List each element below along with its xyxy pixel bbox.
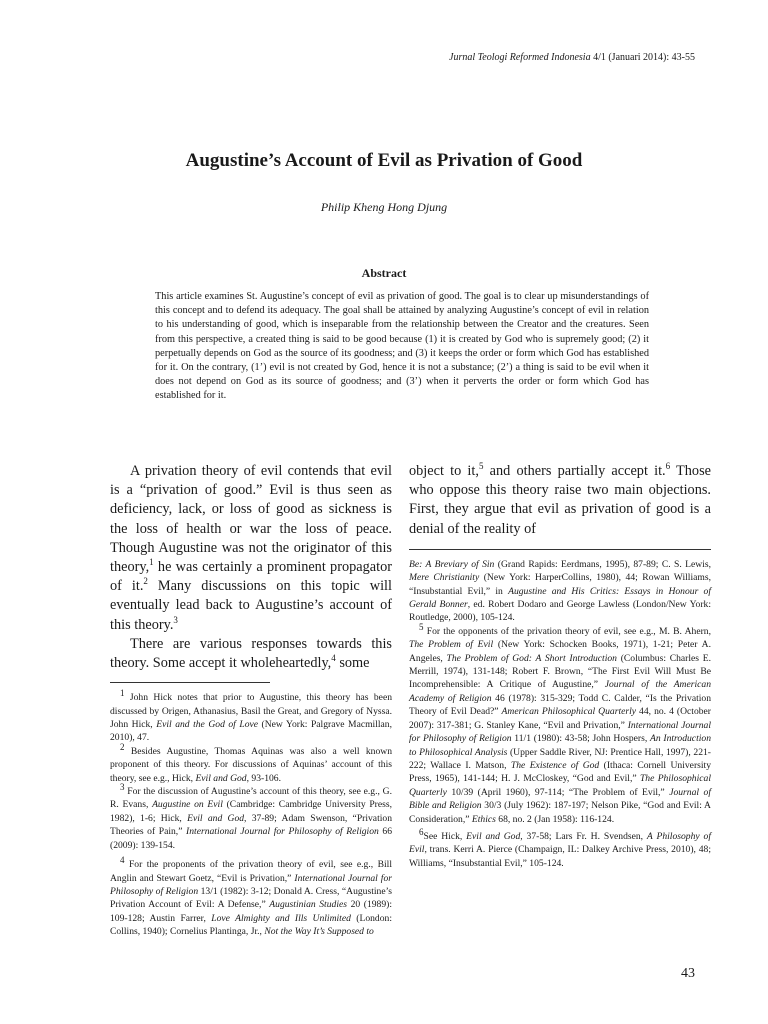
footnote-4-continued: Be: A Breviary of Sin (Grand Rapids: Eerdmans, 1995), 87-89; C. S. Lewis, Mere Christianity (New York: HarperCollins, 1980), 44; Rowan Williams, “Insubstantial Evil,” in Augustine and His Critics: Essays in Honour of Gerald Bonner, ed. Robert Dodaro and George Lawless (London/New York: Routledge, 2000), 105-124. [409, 558, 711, 624]
footnote-5: $^5$ For the opponents of the privation theory of evil, see e.g., M. B. Ahern, The Problem of Evil (New York: Schocken Books, 1971), 1-21; Peter A. Angeles, The Problem of God: A Short Introduction (Columbus: Charles E. Merrill, 1974), 131-148; Robert F. Brown, “The First Evil Will Must Be Incomprehensible: A Critique of Augustine,” Journal of the American Academy of Religion 46 (1978): 315-329; Todd C. Calder, “Is the Privation Theory of Evil Dead?” American Philosophical Quarterly 44, no. 4 (October 2007): 317-381; G. Stanley Kane, “Evil and Privation,” International Journal for Philosophy of Religion 11/1 (1980): 43-58; John Hospers, An Introduction to Philosophical Analysis (Upper Saddle River, NJ: Prentice Hall, 1997), 221-222; Wallace I. Matson, The Existence of God (Ithaca: Cornell University Press, 1965), 141-144; H. J. McCloskey, “God and Evil,” The Philosophical Quarterly 10/39 (April 1960), 97-114; “The Problem of Evil,” Journal of Bible and Religion 30/3 (July 1962): 187-197; Nelson Pike, “God and Evil: A Consideration,” Ethics 68, no. 2 (Jan 1958): 116-124. [409, 621, 712, 825]
footnote-1: $^1$ John Hick notes that prior to Augustine, this theory has been discussed by Origen, Athanasius, Basil the Great, and Gregory of Nyssa. John Hick, Evil and the God of Love (New York: Palgrave Macmillan, 2010), 47. [110, 688, 392, 744]
body-paragraph-1: A privation theory of evil contends that evil is a “privation of good.” Evil is thus seen as deficiency, lack, or loss of good as sickness is the loss of health or war the loss of peace. Though Augustine was not the originator of this theory,$^1$ he was certainly a prominent propagator of it.$^2$ Many discussions on this topic will eventually lead back to Augustine’s account of this theory.$^3$ [110, 463, 392, 633]
abstract-text: This article examines St. Augustine’s concept of evil as privation of good. The goal is to clear up misunderstandings of this concept and to defend its adequacy. The goal shall be attained by analyzing Augustine’s concept of evil in relation to his understanding of good, which is inseparable from the relationship between the Creator and the creatures. Seen from this perspective, a created thing is said to be good because (1) it is created by God who is supremely good; (2) it perpetually depends on God as the source of its goodness; and (3) it keeps the order or form which God has established for it. On the contrary, (1’) evil is not created by God, hence it is not a substance; (2’) a thing is said to be evil when it does not depend on God as its source of goodness; and (3’) when it perverts the order or form which God has established for it. [155, 291, 649, 402]
footnote-3: $^3$ For the discussion of Augustine’s account of this theory, see e.g., G. R. Evans, Augustine on Evil (Cambridge: Cambridge University Press, 1982), 1-6; Hick, Evil and God, 37-89; Adam Swenson, “Privation Theories of Pain,” International Journal for Philosophy of Religion 66 (2009): 139-154. [110, 781, 392, 851]
footnote-4: $^4$ For the proponents of the privation theory of evil, see e.g., Bill Anglin and Stewart Goetz, “Evil is Privation,” International Journal for Philosophy of Religion 13/1 (1982): 3-12; Donald A. Cress, “Augustine’s Privation Account of Evil: A Defense,” Augustinian Studies 20 (1989): 109-128; Austin Farrer, Love Almighty and Ills Unlimited (London: Collins, 1940); Cornelius Plantinga, Jr., Not the Way It’s Supposed to [110, 854, 393, 938]
abstract-heading: Abstract [361, 266, 407, 280]
footnote-6: $^6$See Hick, Evil and God, 37-58; Lars Fr. H. Svendsen, A Philosophy of Evil, trans. Kerri A. Pierce (Champaign, IL: Dalkey Archive Press, 2010), 48; Williams, “Insubstantial Evil,” 105-124. [409, 826, 711, 869]
footnote-ref-5[interactable]: 5 [478, 461, 484, 472]
footnote-ref-2[interactable]: 2 [143, 576, 148, 587]
journal-name: Jurnal Teologi Reformed Indonesia [449, 52, 591, 63]
footnote-divider-right [409, 549, 711, 550]
body-paragraph-3: object to it,$^5$ and others partially accept it.$^6$ Those who oppose this theory raise two main objections. First, they argue that evil as privation of good is a denial of the reality of [409, 461, 711, 537]
footnote-ref-1[interactable]: 1 [149, 557, 154, 568]
article-title: Augustine’s Account of Evil as Privation of Good [185, 150, 583, 171]
footnote-divider [110, 682, 270, 683]
footnote-ref-6[interactable]: 6 [665, 461, 671, 472]
footnotes-left [110, 688, 393, 938]
footnote-ref-4[interactable]: 4 [331, 653, 336, 664]
left-column [110, 462, 392, 939]
article-author: Philip Kheng Hong Djung [320, 200, 448, 214]
journal-issue: 4/1 (Januari 2014): 43-55 [593, 52, 695, 63]
page-number: 43 [681, 966, 695, 981]
footnotes-right [409, 558, 711, 870]
right-column [409, 462, 711, 870]
footnote-ref-3[interactable]: 3 [173, 614, 178, 625]
footnote-2: $^2$ Besides Augustine, Thomas Aquinas was also a well known proponent of this theory. For discussions of Aquinas’ account of this theory, see e.g., Hick, Evil and God, 93-106. [110, 741, 392, 784]
body-paragraph-2: There are various responses towards this theory. Some accept it wholeheartedly,$^4$ some [110, 635, 392, 672]
running-head [449, 52, 695, 63]
